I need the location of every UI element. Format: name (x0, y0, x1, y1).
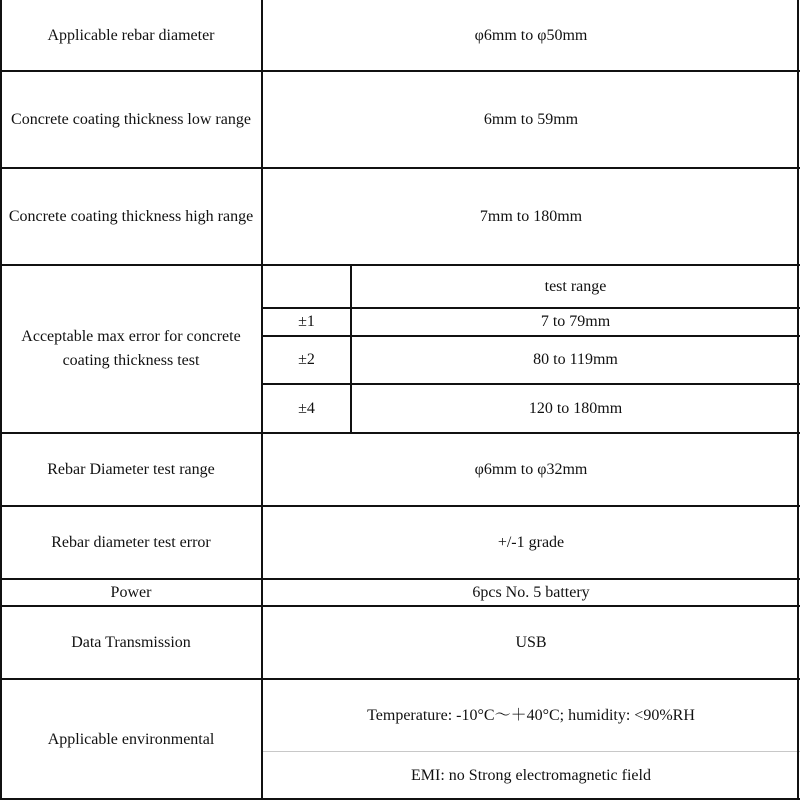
grid-line (262, 335, 800, 337)
grid-line (0, 505, 800, 507)
grid-line (262, 307, 800, 309)
subtable-range-2: 80 to 119mm (533, 351, 618, 368)
row-value-data-transmission: USB (515, 633, 547, 651)
grid-line (262, 383, 800, 385)
subtable-error-2: ±2 (298, 351, 315, 368)
grid-line (0, 0, 2, 800)
grid-line (0, 264, 800, 266)
row-label-thickness-low: Concrete coating thickness low range (11, 110, 251, 128)
row-value-thickness-low: 6mm to 59mm (483, 110, 579, 128)
grid-line (0, 167, 800, 169)
grid-line (262, 751, 800, 752)
row-value-diameter-test-range: φ6mm to φ32mm (474, 460, 588, 478)
row-label-data-transmission: Data Transmission (71, 633, 191, 651)
subtable-error-3: ±4 (298, 399, 315, 417)
subtable-header-range: test range (544, 277, 607, 295)
grid-line (797, 0, 799, 800)
row-value-thickness-high: 7mm to 180mm (479, 207, 583, 225)
grid-line (0, 605, 800, 607)
row-value-power: 6pcs No. 5 battery (472, 583, 590, 601)
row-label-thickness-high: Concrete coating thickness high range (8, 207, 254, 225)
grid-line (261, 0, 263, 800)
subtable-range-3: 120 to 180mm (528, 399, 623, 417)
row-label-diameter-test-range: Rebar Diameter test range (47, 460, 215, 478)
subtable-header-error (262, 265, 351, 308)
row-value-diameter-test-error: +/-1 grade (497, 533, 565, 551)
row-label-power: Power (110, 583, 152, 601)
row-value-environmental-emi: EMI: no Strong electromagnetic field (411, 767, 651, 784)
row-label-diameter-test-error: Rebar diameter test error (51, 533, 211, 551)
row-value-environmental-temperature: Temperature: -10°C～＋40°C; humidity: <90%RH (367, 706, 695, 724)
subtable-range-1: 7 to 79mm (540, 313, 611, 330)
subtable-error-1: ±1 (298, 313, 315, 330)
grid-line (0, 432, 800, 434)
row-label-rebar-diameter: Applicable rebar diameter (47, 26, 215, 44)
grid-line (350, 265, 352, 433)
row-label-environmental: Applicable environmental (47, 730, 215, 748)
grid-line (0, 678, 800, 680)
row-value-rebar-diameter: φ6mm to φ50mm (474, 26, 588, 44)
grid-line (0, 578, 800, 580)
row-label-max-error: Acceptable max error for concrete coating thickness test (21, 328, 241, 369)
grid-line (0, 70, 800, 72)
